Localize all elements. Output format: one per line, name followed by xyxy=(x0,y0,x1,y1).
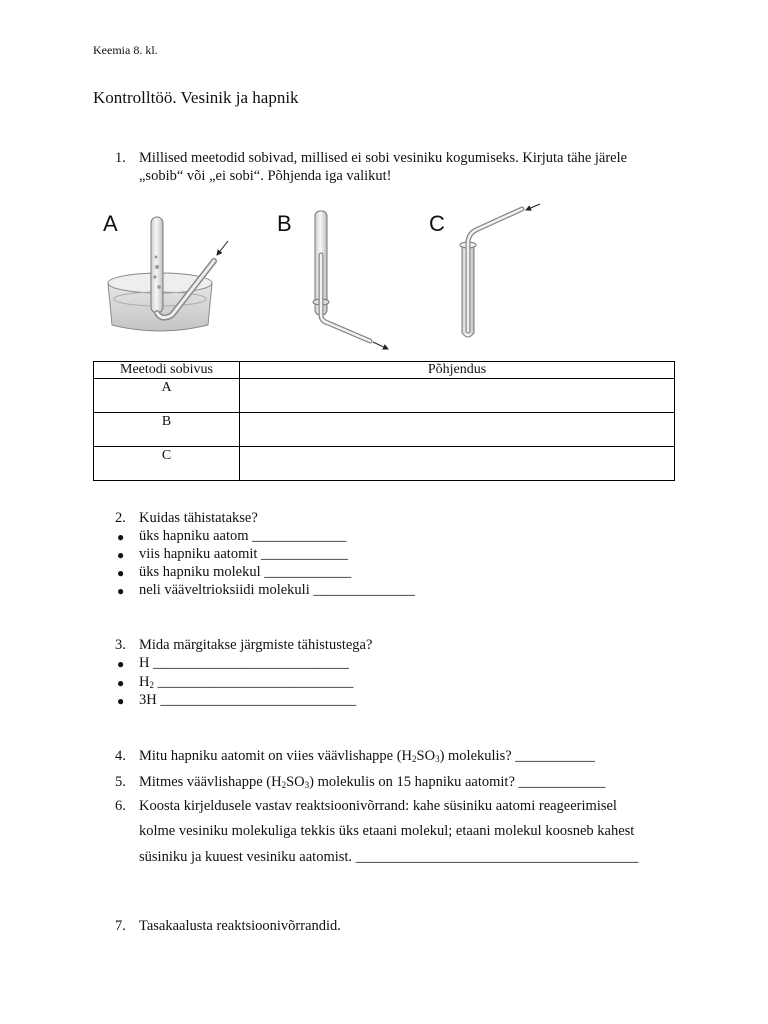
bullet-icon: ● xyxy=(117,694,125,708)
apparatus-b-upright-tube xyxy=(313,211,388,349)
list-item: viis hapniku aatomit ____________ xyxy=(139,546,349,562)
apparatus-a-water-trough xyxy=(108,217,228,331)
table-cell-method: A xyxy=(94,379,240,413)
question-text: Mitu hapniku aatomit on viies väävlishappe $(H_2SO_3)$ molekulis? ___________ xyxy=(139,748,596,764)
gas-collection-apparatus-figure xyxy=(90,195,570,355)
question-text: Tasakaalusta reaktsioonivõrrandid. xyxy=(139,918,341,934)
table-row xyxy=(94,379,675,413)
question-text: Mida märgitakse järgmiste tähistustega? xyxy=(139,637,373,653)
list-item: $H_2$ ___________________________ xyxy=(139,674,354,690)
list-item: üks hapniku aatom _____________ xyxy=(139,528,347,544)
course-header: Keemia 8. kl. xyxy=(93,43,158,57)
table-row xyxy=(94,447,675,481)
apparatus-c-open-tube xyxy=(460,204,540,337)
table-row xyxy=(94,413,675,447)
method-suitability-table xyxy=(93,361,675,481)
question-number: 6. xyxy=(115,798,126,814)
figure-label-c: C xyxy=(429,211,445,236)
bullet-icon: ● xyxy=(117,530,125,544)
table-cell-method: B xyxy=(94,413,240,447)
bullet-icon: ● xyxy=(117,584,125,598)
table-header-justification: Põhjendus xyxy=(240,362,675,379)
bullet-icon: ● xyxy=(117,657,125,671)
question-number: 3. xyxy=(115,637,126,653)
question-text-line: „sobib“ või „ei sobi“. Põhjenda iga valikut! xyxy=(139,168,392,184)
page-title: Kontrolltöö. Vesinik ja hapnik xyxy=(93,88,299,107)
question-text: Mitmes väävlishappe $(H_2SO_3)$ molekulis on 15 hapniku aatomit? ____________ xyxy=(139,774,606,790)
list-item: H ___________________________ xyxy=(139,655,349,671)
bullet-icon: ● xyxy=(117,676,125,690)
question-text-line: kolme vesiniku molekuliga tekkis üks etaani molekul; etaani molekul koosneb kahest xyxy=(139,823,635,839)
table-header-row xyxy=(94,362,675,379)
question-text-line: Koosta kirjeldusele vastav reaktsioonivõrrand: kahe süsiniku aatomi reageerimisel xyxy=(139,798,617,814)
table-cell-answer[interactable] xyxy=(240,379,675,413)
table-cell-answer[interactable] xyxy=(240,413,675,447)
figure-label-a: A xyxy=(103,211,118,236)
question-text: Kuidas tähistatakse? xyxy=(139,510,258,526)
question-number: 7. xyxy=(115,918,126,934)
question-text-line: süsiniku ja kuuest vesiniku aatomist. _______________________________________ xyxy=(139,849,639,865)
table-header-suitability: Meetodi sobivus xyxy=(94,362,240,379)
list-item: üks hapniku molekul ____________ xyxy=(139,564,352,580)
list-item: 3H ___________________________ xyxy=(139,692,357,708)
bullet-icon: ● xyxy=(117,548,125,562)
question-number: 5. xyxy=(115,774,126,790)
table-cell-method: C xyxy=(94,447,240,481)
question-number: 1. xyxy=(115,150,126,166)
question-number: 2. xyxy=(115,510,126,526)
table-cell-answer[interactable] xyxy=(240,447,675,481)
question-text-line: Millised meetodid sobivad, millised ei sobi vesiniku kogumiseks. Kirjuta tähe järele xyxy=(139,150,628,166)
bullet-icon: ● xyxy=(117,566,125,580)
list-item: neli vääveltrioksiidi molekuli ______________ xyxy=(139,582,415,598)
figure-label-b: B xyxy=(277,211,292,236)
question-number: 4. xyxy=(115,748,126,764)
